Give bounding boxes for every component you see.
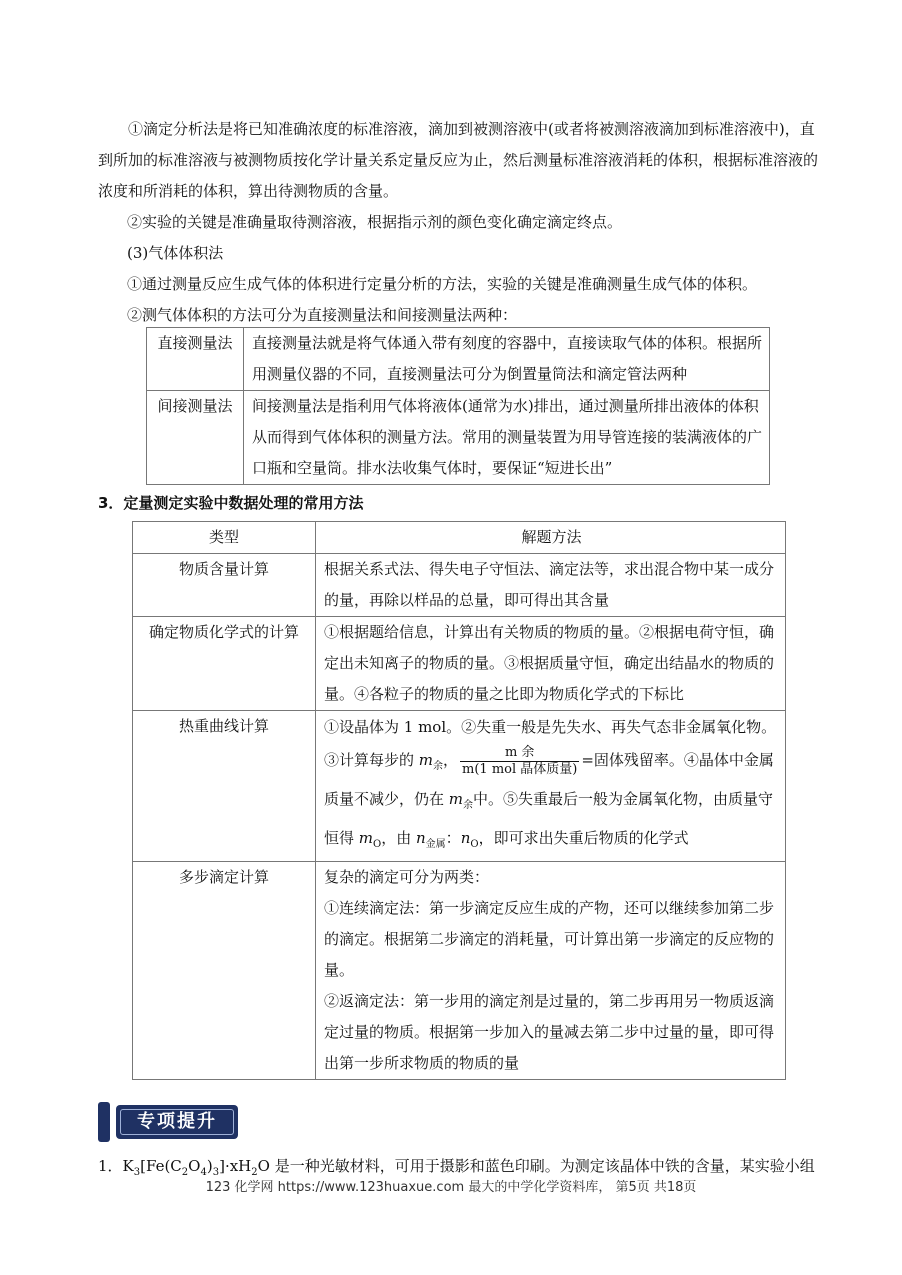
method-line: ②返滴定法：第一步用的滴定剂是过量的，第二步再用另一物质返滴定过量的物质。根据第一步加入的量减去第二步中过量的量，即可得出第一步所求物质的物质的量 [324, 992, 775, 1072]
question-number: 1． [98, 1157, 123, 1175]
sub-o: O [470, 839, 479, 850]
sub-metal: 金属 [425, 839, 446, 850]
subheading-gas-volume: (3)气体体积法 [127, 244, 224, 262]
formula-part: ]·xH [219, 1157, 252, 1175]
table-cell-type: 物质含量计算 [133, 554, 316, 617]
var-m: m [448, 790, 464, 808]
text-run: ①设晶体为 1 mol。②失重一般是先失水、再失气态非金属氧化物。③计算每步的 [324, 718, 777, 769]
table-cell-method [316, 711, 786, 862]
table-row [133, 554, 786, 617]
table-cell-name: 间接测量法 [147, 391, 244, 485]
section-heading: 3．定量测定实验中数据处理的常用方法 [98, 494, 364, 512]
gas-measure-table [146, 327, 770, 485]
table-row [133, 862, 786, 1080]
formula-part: ) [206, 1157, 213, 1175]
formula-sub: 2 [251, 1167, 258, 1178]
var-m: m [418, 751, 434, 769]
table-cell-type: 确定物质化学式的计算 [133, 617, 316, 711]
question-text: 是一种光敏材料，可用于摄影和蓝色印刷。为测定该晶体中铁的含量，某实验小组 [269, 1157, 815, 1175]
formula-part: O [257, 1157, 270, 1175]
text-run: =固体残留率。④晶体中金属质量不减少，仍在 [324, 751, 774, 808]
table-row [133, 711, 786, 862]
text-run: 中。⑤失重最后一般为金属氧化物，由质量守恒得 [324, 790, 774, 847]
var-n: n [416, 829, 426, 847]
text-run: ， [443, 751, 459, 769]
paragraph-titration: ①滴定分析法是将已知准确浓度的标准溶液，滴加到被测溶液中(或者将被测溶液滴加到标准溶液中)，直到所加的标准溶液与被测物质按化学计量关系定量反应为止，然后测量标准溶液消耗的体积，根据标准溶液的浓度和所消耗的体积，算出待测物质的含量。 [98, 120, 819, 200]
section-banner [98, 1102, 240, 1142]
data-processing-table [132, 521, 786, 1080]
table-row [133, 617, 786, 711]
table-cell-desc: 直接测量法就是将气体通入带有刻度的容器中，直接读取气体的体积。根据所用测量仪器的不同，直接测量法可分为倒置量筒法和滴定管法两种 [244, 328, 770, 391]
column-header-method: 解题方法 [316, 522, 786, 554]
table-cell-method: ①根据题给信息，计算出有关物质的物质的量。②根据电荷守恒，确定出未知离子的物质的量。③根据质量守恒，确定出结晶水的物质的量。④各粒子的物质的量之比即为物质化学式的下标比 [316, 617, 786, 711]
formula-sub: 2 [181, 1167, 189, 1178]
var-n: n [460, 829, 471, 847]
page-footer: 123 化学网 https://www.123huaxue.com 最大的中学化学资料库， 第5页 共18页 [205, 1180, 697, 1195]
paragraph-gas-volume-1: ①通过测量反应生成气体的体积进行定量分析的方法，实验的关键是准确测量生成气体的体积。 [127, 275, 758, 293]
paragraph-gas-volume-2: ②测气体体积的方法可分为直接测量法和间接测量法两种： [127, 306, 518, 324]
text-run: ： [445, 829, 461, 847]
paragraph-titration-key: ②实验的关键是准确量取待测溶液，根据指示剂的颜色变化确定滴定终点。 [127, 213, 623, 231]
table-cell-type: 热重曲线计算 [133, 711, 316, 862]
method-line: 复杂的滴定可分为两类： [324, 868, 490, 886]
text-run: ，即可求出失重后物质的化学式 [478, 829, 689, 847]
table-row [147, 391, 770, 485]
formula-part: O [188, 1157, 201, 1175]
sub-yu: 余 [463, 800, 474, 811]
column-header-type: 类型 [133, 522, 316, 554]
fraction [460, 745, 579, 778]
formula-sub: 3 [133, 1167, 141, 1178]
formula-sub: 3 [212, 1167, 220, 1178]
table-cell-desc: 间接测量法是指利用气体将液体(通常为水)排出，通过测量所排出液体的体积从而得到气体体积的测量方法。常用的测量装置为用导管连接的装满液体的广口瓶和空量筒。排水法收集气体时，要保证“短进长出” [244, 391, 770, 485]
table-header-row [133, 522, 786, 554]
fraction-denominator: m(1 mol 晶体质量) [462, 761, 578, 777]
method-line: ①连续滴定法：第一步滴定反应生成的产物，还可以继续参加第二步的滴定。根据第二步滴定的消耗量，可计算出第一步滴定的反应物的量。 [324, 899, 775, 979]
banner-bar-icon [98, 1102, 110, 1142]
sub-o: O [373, 839, 382, 850]
var-m: m [358, 829, 374, 847]
sub-yu: 余 [433, 761, 444, 772]
formula-part: [Fe(C [140, 1157, 182, 1175]
table-row [147, 328, 770, 391]
text-run: ，由 [381, 829, 416, 847]
formula-part: K [122, 1157, 134, 1175]
table-cell-type: 多步滴定计算 [133, 862, 316, 1080]
banner-label: 专项提升 [137, 1111, 217, 1132]
table-cell-method [316, 862, 786, 1080]
table-cell-name: 直接测量法 [147, 328, 244, 391]
table-cell-method: 根据关系式法、得失电子守恒法、滴定法等，求出混合物中某一成分的量，再除以样品的总量，即可得出其含量 [316, 554, 786, 617]
banner-box [116, 1105, 238, 1139]
formula-sub: 4 [200, 1167, 207, 1178]
fraction-numerator: m 余 [460, 745, 579, 762]
